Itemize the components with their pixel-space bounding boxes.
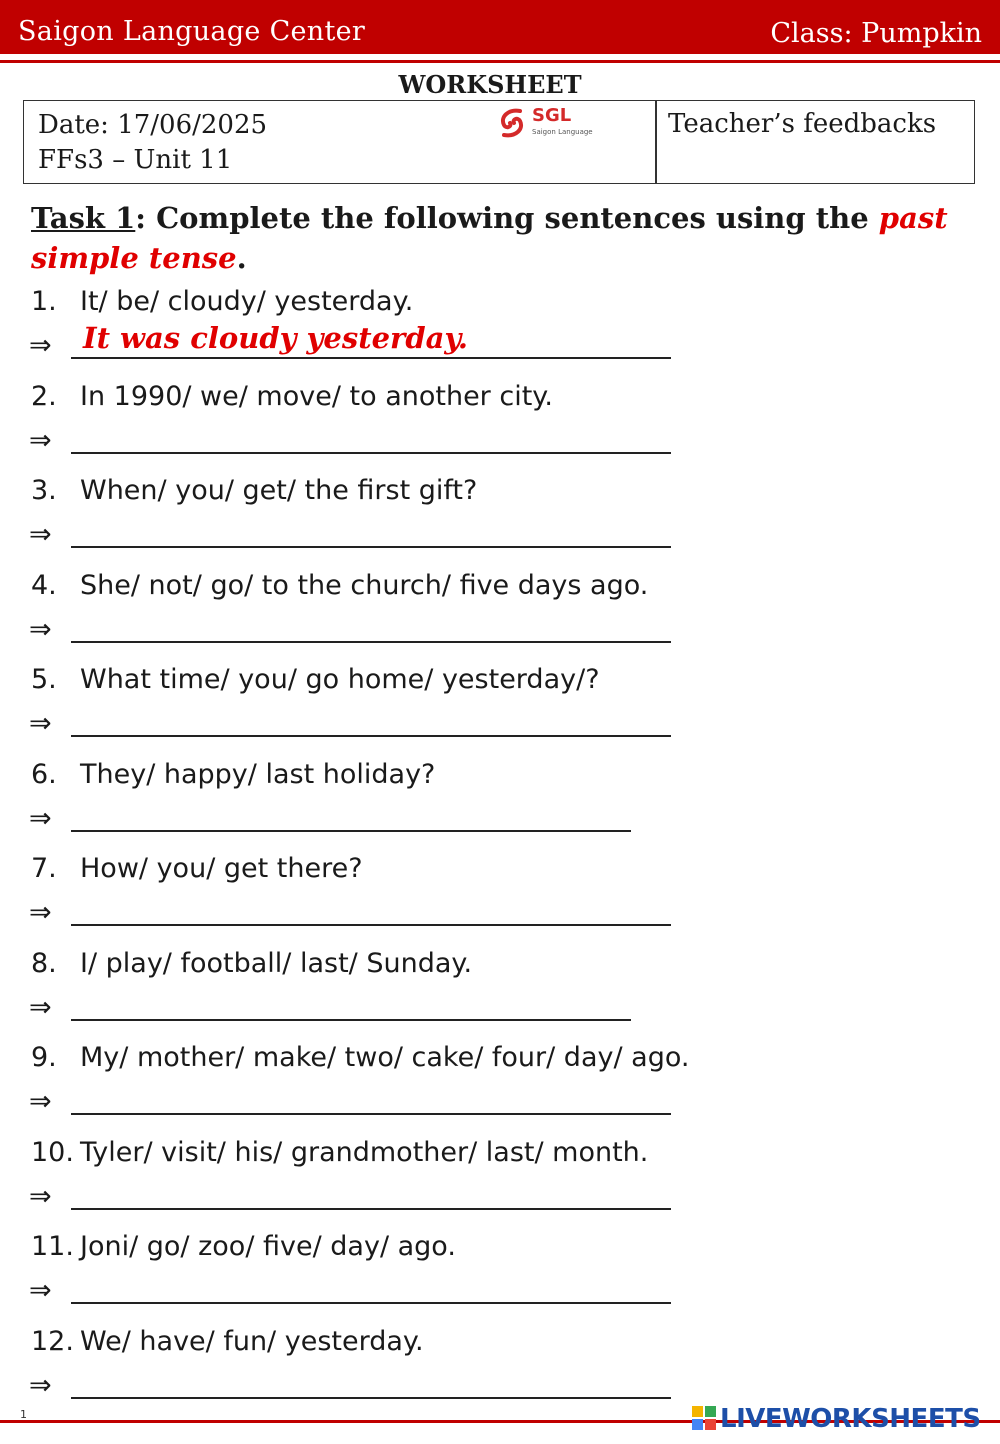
answer-text: It was cloudy yesterday. (83, 321, 469, 355)
question-item (31, 948, 971, 1043)
question-number: 6. (31, 758, 57, 790)
page-number: 1 (20, 1408, 27, 1421)
question-item (31, 1042, 971, 1137)
question-item (31, 475, 971, 570)
teacher-feedback-label: Teacher’s feedbacks (668, 109, 937, 139)
arrow-icon: ⇒ (29, 519, 52, 550)
answer-field[interactable] (71, 735, 671, 737)
unit-label: FFs3 – Unit 11 (38, 145, 233, 175)
task-emphasis: past simple tense (31, 201, 948, 275)
arrow-icon: ⇒ (29, 897, 52, 928)
arrow-icon: ⇒ (29, 613, 52, 645)
question-prompt: In 1990/ we/ move/ to another city. (80, 380, 554, 412)
answer-field[interactable] (71, 1397, 671, 1399)
question-number: 7. (31, 853, 57, 884)
arrow-icon: ⇒ (29, 1180, 52, 1212)
task-text: : Complete the following sentences using the (135, 201, 879, 235)
logo-subtext: Saigon Language (532, 128, 593, 136)
liveworksheets-logo (692, 1404, 992, 1434)
question-number: 1. (31, 286, 57, 317)
question-item (31, 286, 971, 381)
arrow-icon: ⇒ (29, 708, 52, 739)
question-prompt: Tyler/ visit/ his/ grandmother/ last/ month. (80, 1136, 649, 1168)
arrow-icon: ⇒ (29, 1369, 52, 1401)
question-item (31, 381, 971, 476)
task-label: Task 1 (31, 201, 136, 235)
answer-field[interactable] (71, 1019, 631, 1021)
question-item (31, 570, 971, 665)
question-item (31, 759, 971, 854)
liveworksheets-text: LIVEWORKSHEETS (720, 1404, 981, 1434)
arrow-icon: ⇒ (29, 1086, 52, 1117)
question-number: 8. (31, 947, 57, 979)
task-end: . (236, 241, 247, 275)
question-prompt: What time/ you/ go home/ yesterday/? (80, 664, 600, 695)
question-prompt: When/ you/ get/ the first gift? (80, 475, 478, 506)
question-prompt: It/ be/ cloudy/ yesterday. (80, 286, 414, 317)
question-number: 3. (31, 475, 57, 506)
liveworksheets-grid-icon (692, 1406, 718, 1432)
question-prompt: Joni/ go/ zoo/ five/ day/ ago. (80, 1231, 456, 1262)
sgl-swirl-icon (494, 105, 530, 141)
arrow-icon: ⇒ (29, 802, 52, 834)
question-prompt: She/ not/ go/ to the church/ five days ago. (80, 569, 649, 601)
school-name: Saigon Language Center (18, 16, 366, 47)
info-divider (655, 101, 657, 183)
arrow-icon: ⇒ (29, 424, 52, 456)
arrow-icon: ⇒ (29, 1275, 52, 1306)
task-instruction (31, 198, 971, 278)
question-prompt: My/ mother/ make/ two/ cake/ four/ day/ ago. (80, 1042, 690, 1073)
question-prompt: How/ you/ get there? (80, 853, 363, 884)
question-item (31, 1137, 971, 1232)
answer-field[interactable] (71, 1302, 671, 1304)
sgl-logo (494, 105, 594, 141)
answer-field[interactable] (71, 1208, 671, 1210)
logo-text: SGL (532, 105, 572, 126)
answer-field[interactable] (71, 546, 671, 548)
question-number: 2. (31, 380, 57, 412)
question-number: 5. (31, 664, 57, 695)
answer-field[interactable] (71, 357, 671, 359)
answer-field[interactable] (71, 641, 671, 643)
date-label: Date: 17/06/2025 (38, 110, 268, 140)
question-number: 9. (31, 1042, 57, 1073)
question-item (31, 853, 971, 948)
question-prompt: I/ play/ football/ last/ Sunday. (80, 947, 473, 979)
arrow-icon: ⇒ (29, 991, 52, 1023)
class-label: Class: Pumpkin (770, 18, 982, 49)
question-prompt: They/ happy/ last holiday? (80, 758, 436, 790)
answer-field[interactable] (71, 830, 631, 832)
answer-field[interactable] (71, 1113, 671, 1115)
worksheet-title: WORKSHEET (398, 70, 582, 99)
answer-field[interactable] (71, 452, 671, 454)
header-divider (0, 60, 1000, 63)
question-number: 11. (31, 1231, 74, 1262)
question-number: 12. (31, 1325, 74, 1357)
arrow-icon: ⇒ (29, 330, 52, 361)
answer-field[interactable] (71, 924, 671, 926)
question-prompt: We/ have/ fun/ yesterday. (80, 1325, 424, 1357)
question-item (31, 664, 971, 759)
info-box (23, 100, 975, 184)
question-number: 4. (31, 569, 57, 601)
question-number: 10. (31, 1136, 74, 1168)
question-item (31, 1231, 971, 1326)
